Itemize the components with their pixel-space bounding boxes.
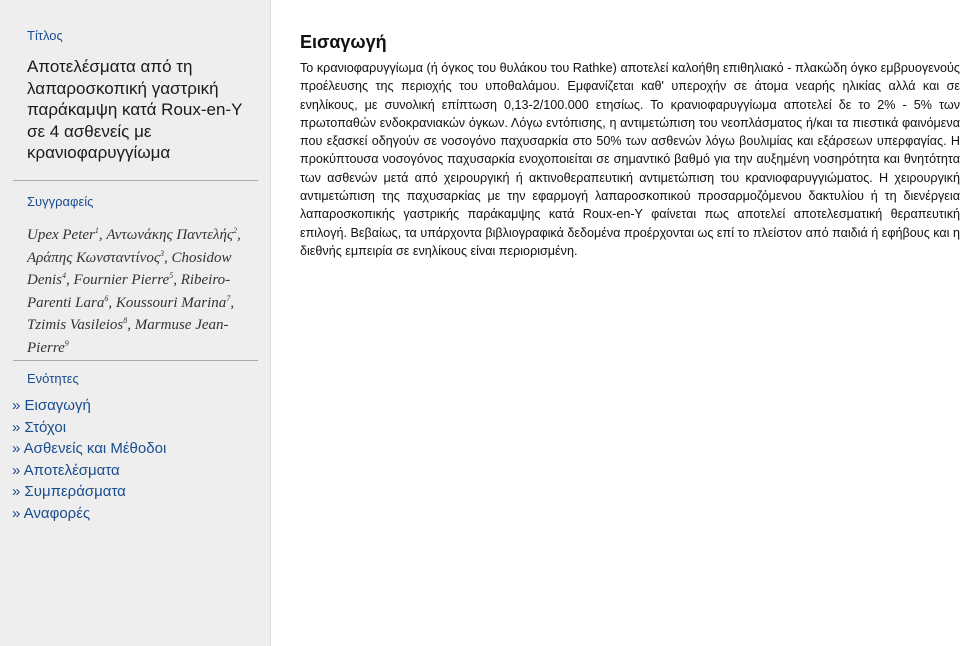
author-separator: , <box>230 294 235 311</box>
nav-link-objectives[interactable]: » Στόχοι <box>12 418 67 436</box>
nav-link-introduction[interactable]: » Εισαγωγή <box>12 397 91 414</box>
author-separator: , <box>66 272 70 288</box>
author-separator: , <box>173 272 177 288</box>
nav-link-conclusions[interactable]: » Συμπεράσματα <box>12 483 126 500</box>
divider <box>13 360 258 361</box>
section-body: Το κρανιοφαρυγγίωμα (ή όγκος του θυλάκου του Rathke) αποτελεί καλοήθη επιθηλιακό - πλακώδη όγκο εμβρυογενούς προέλευσης της περιοχής του υποθαλάμου. Εμφανίζεται καθ' υπεροχήν σε άτομα νεαρής ηλικίας αλλά και σε ενηλίκους, με συνολική επίπτωση 0,13-2/100.000 ετησίως. Το κρανιοφαρυγγίωμα αποτελεί δε το 2% - 5% των πρωτοπαθών ενδοκρανιακών όγκων. Λόγω εντόπισης, η αντιμετώπιση του νεοπλάσματος ή/και τα πιεστικά φαινόμενα που εξασκεί οδηγούν σε νοσογόνο παχυσαρκία στο 50% των ασθενών λόγω βουλιμίας και εξάρσεων υπερφαγίας. Η προκύπτουσα νοσογόνος παχυσαρκία ενοχοποιείται σε σημαντικό βαθμό για την αυξημένη νοσηρότητα και θνητότητα των ασθενών μετά από χειρουργική ή ακτινοθεραπευτική αντιμετώπιση του κρανιοφαρυγγιώματος. Η χειρουργική αντιμετώπιση της παχυσαρκίας με την εφαρμογή λαπαροσκοπικού προσαρμοζόμενου δακτυλίου ή τη διενέργεια λαπαροσκοπικής γαστρικής παράκαμψης κατά Roux-en-Y φαίνεται πως αποτελεί αποτελεσματική θεραπευτική επιλογή. Βεβαίως, τα υπάρχοντα βιβλιογραφικά δεδομένα προέρχονται ως επί το πλείστον από παιδιά ή εφήβους και η διεθνής εμπειρία σε ενηλίκους είναι περιορισμένη. <box>300 61 960 258</box>
section-heading: Εισαγωγή <box>300 32 387 52</box>
nav-link-references[interactable]: » Αναφορές <box>12 504 91 522</box>
nav-link-patients-methods[interactable]: » Ασθενείς και Μέθοδοι <box>12 440 167 457</box>
author-entry <box>27 250 168 266</box>
author-name: Chosidow Denis <box>27 249 232 288</box>
section-nav <box>12 395 166 524</box>
author-name: Αντωνάκης Παντελής <box>106 227 234 243</box>
author-separator: , <box>163 249 168 266</box>
author-affiliation-number: 7 <box>226 293 231 303</box>
author-name: Koussouri Marina <box>115 294 227 311</box>
author-name: Tzimis Vasileios <box>27 317 124 333</box>
author-name: Ribeiro-Parenti Lara <box>27 272 231 311</box>
author-name: Marmuse Jean-Pierre <box>27 317 229 356</box>
author-affiliation-number: 9 <box>64 338 69 348</box>
author-affiliation-number: 5 <box>169 271 174 280</box>
author-entry <box>116 295 234 311</box>
author-entry <box>27 227 103 243</box>
author-affiliation-number: 2 <box>233 226 238 235</box>
author-affiliation-number: 4 <box>62 271 66 280</box>
author-separator: , <box>98 227 103 243</box>
author-affiliation-number: 8 <box>123 316 128 325</box>
author-entry <box>27 317 131 333</box>
title-section-label: Τίτλος <box>27 28 63 43</box>
author-name: Αράπης Κωνσταντίνος <box>27 249 160 266</box>
author-name: Fournier Pierre <box>73 272 170 288</box>
author-name: Upex Peter <box>27 227 95 243</box>
author-affiliation-number: 3 <box>159 248 164 258</box>
sections-label: Ενότητες <box>27 371 79 386</box>
sidebar <box>0 0 271 646</box>
author-entry <box>106 227 240 243</box>
author-affiliation-number: 1 <box>94 226 99 235</box>
authors-section-label: Συγγραφείς <box>27 194 94 209</box>
author-list <box>27 222 252 357</box>
author-entry <box>74 272 177 288</box>
author-separator: , <box>237 227 241 243</box>
author-separator: , <box>108 294 113 311</box>
article-title: Αποτελέσματα από τη λαπαροσκοπική γαστρική παράκαμψη κατά Roux-en-Y σε 4 ασθενείς με κρανιοφαρυγγίωμα <box>27 57 243 162</box>
divider <box>13 180 258 181</box>
author-affiliation-number: 6 <box>104 293 109 303</box>
nav-link-results[interactable]: » Αποτελέσματα <box>12 461 120 479</box>
main-content <box>300 30 960 260</box>
author-separator: , <box>127 317 132 333</box>
